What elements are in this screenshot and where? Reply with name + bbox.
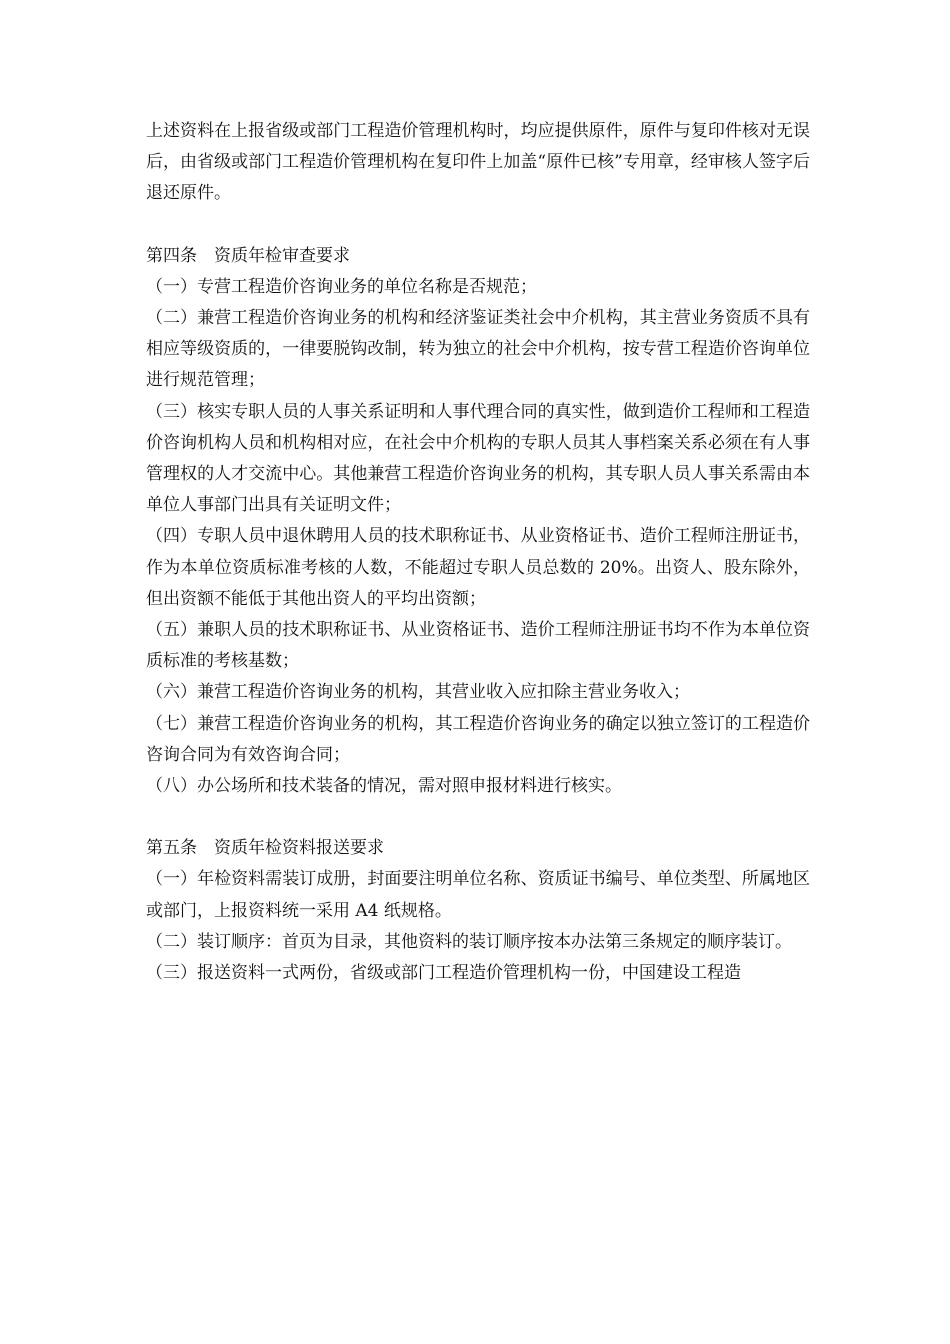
article-4-item-5: （五）兼职人员的技术职称证书、从业资格证书、造价工程师注册证书均不作为本单位资质标准的考核基数；	[146, 620, 810, 672]
article-4-item-7: （七）兼营工程造价咨询业务的机构，其工程造价咨询业务的确定以独立签订的工程造价咨询合同为有效咨询合同；	[146, 713, 810, 765]
article-5-item-1: （一）年检资料需装订成册，封面要注明单位名称、资质证书编号、单位类型、所属地区或部门，上报资料统一采用 A4 纸规格。	[146, 869, 810, 921]
section-spacer	[146, 210, 810, 241]
article-4-item-6: （六）兼营工程造价咨询业务的机构，其营业收入应扣除主营业务收入；	[146, 682, 690, 703]
article-5-heading: 第五条 资质年检资料报送要求	[146, 838, 384, 859]
article-4-item-3: （三）核实专职人员的人事关系证明和人事代理合同的真实性，做到造价工程师和工程造价咨询机构人员和机构相对应，在社会中介机构的专职人员其人事档案关系必须在有人事管理权的人才交流中心。其他兼营工程造价咨询业务的机构，其专职人员人事关系需由本单位人事部门出具有关证明文件；	[146, 401, 810, 516]
article-4-heading: 第四条 资质年检审查要求	[146, 245, 350, 266]
article-4-item-4: （四）专职人员中退休聘用人员的技术职称证书、从业资格证书、造价工程师注册证书，作为本单位资质标准考核的人数，不能超过专职人员总数的 20%。出资人、股东除外，但出资额不能低于其他出资人的平均出资额；	[146, 526, 810, 609]
document-body	[146, 116, 810, 989]
section-spacer	[146, 802, 810, 833]
article-4-item-1: （一）专营工程造价咨询业务的单位名称是否规范；	[146, 276, 537, 297]
intro-paragraph: 上述资料在上报省级或部门工程造价管理机构时，均应提供原件，原件与复印件核对无误后，由省级或部门工程造价管理机构在复印件上加盖“原件已核”专用章，经审核人签字后退还原件。	[146, 121, 810, 204]
article-4-item-2: （二）兼营工程造价咨询业务的机构和经济鉴证类社会中介机构，其主营业务资质不具有相应等级资质的，一律要脱钩改制，转为独立的社会中介机构，按专营工程造价咨询单位进行规范管理；	[146, 308, 810, 391]
article-5-item-3: （三）报送资料一式两份，省级或部门工程造价管理机构一份，中国建设工程造	[146, 963, 741, 984]
article-5-item-2: （二）装订顺序：首页为目录，其他资料的装订顺序按本办法第三条规定的顺序装订。	[146, 931, 792, 952]
article-4-item-8: （八）办公场所和技术装备的情况，需对照申报材料进行核实。	[146, 776, 622, 797]
